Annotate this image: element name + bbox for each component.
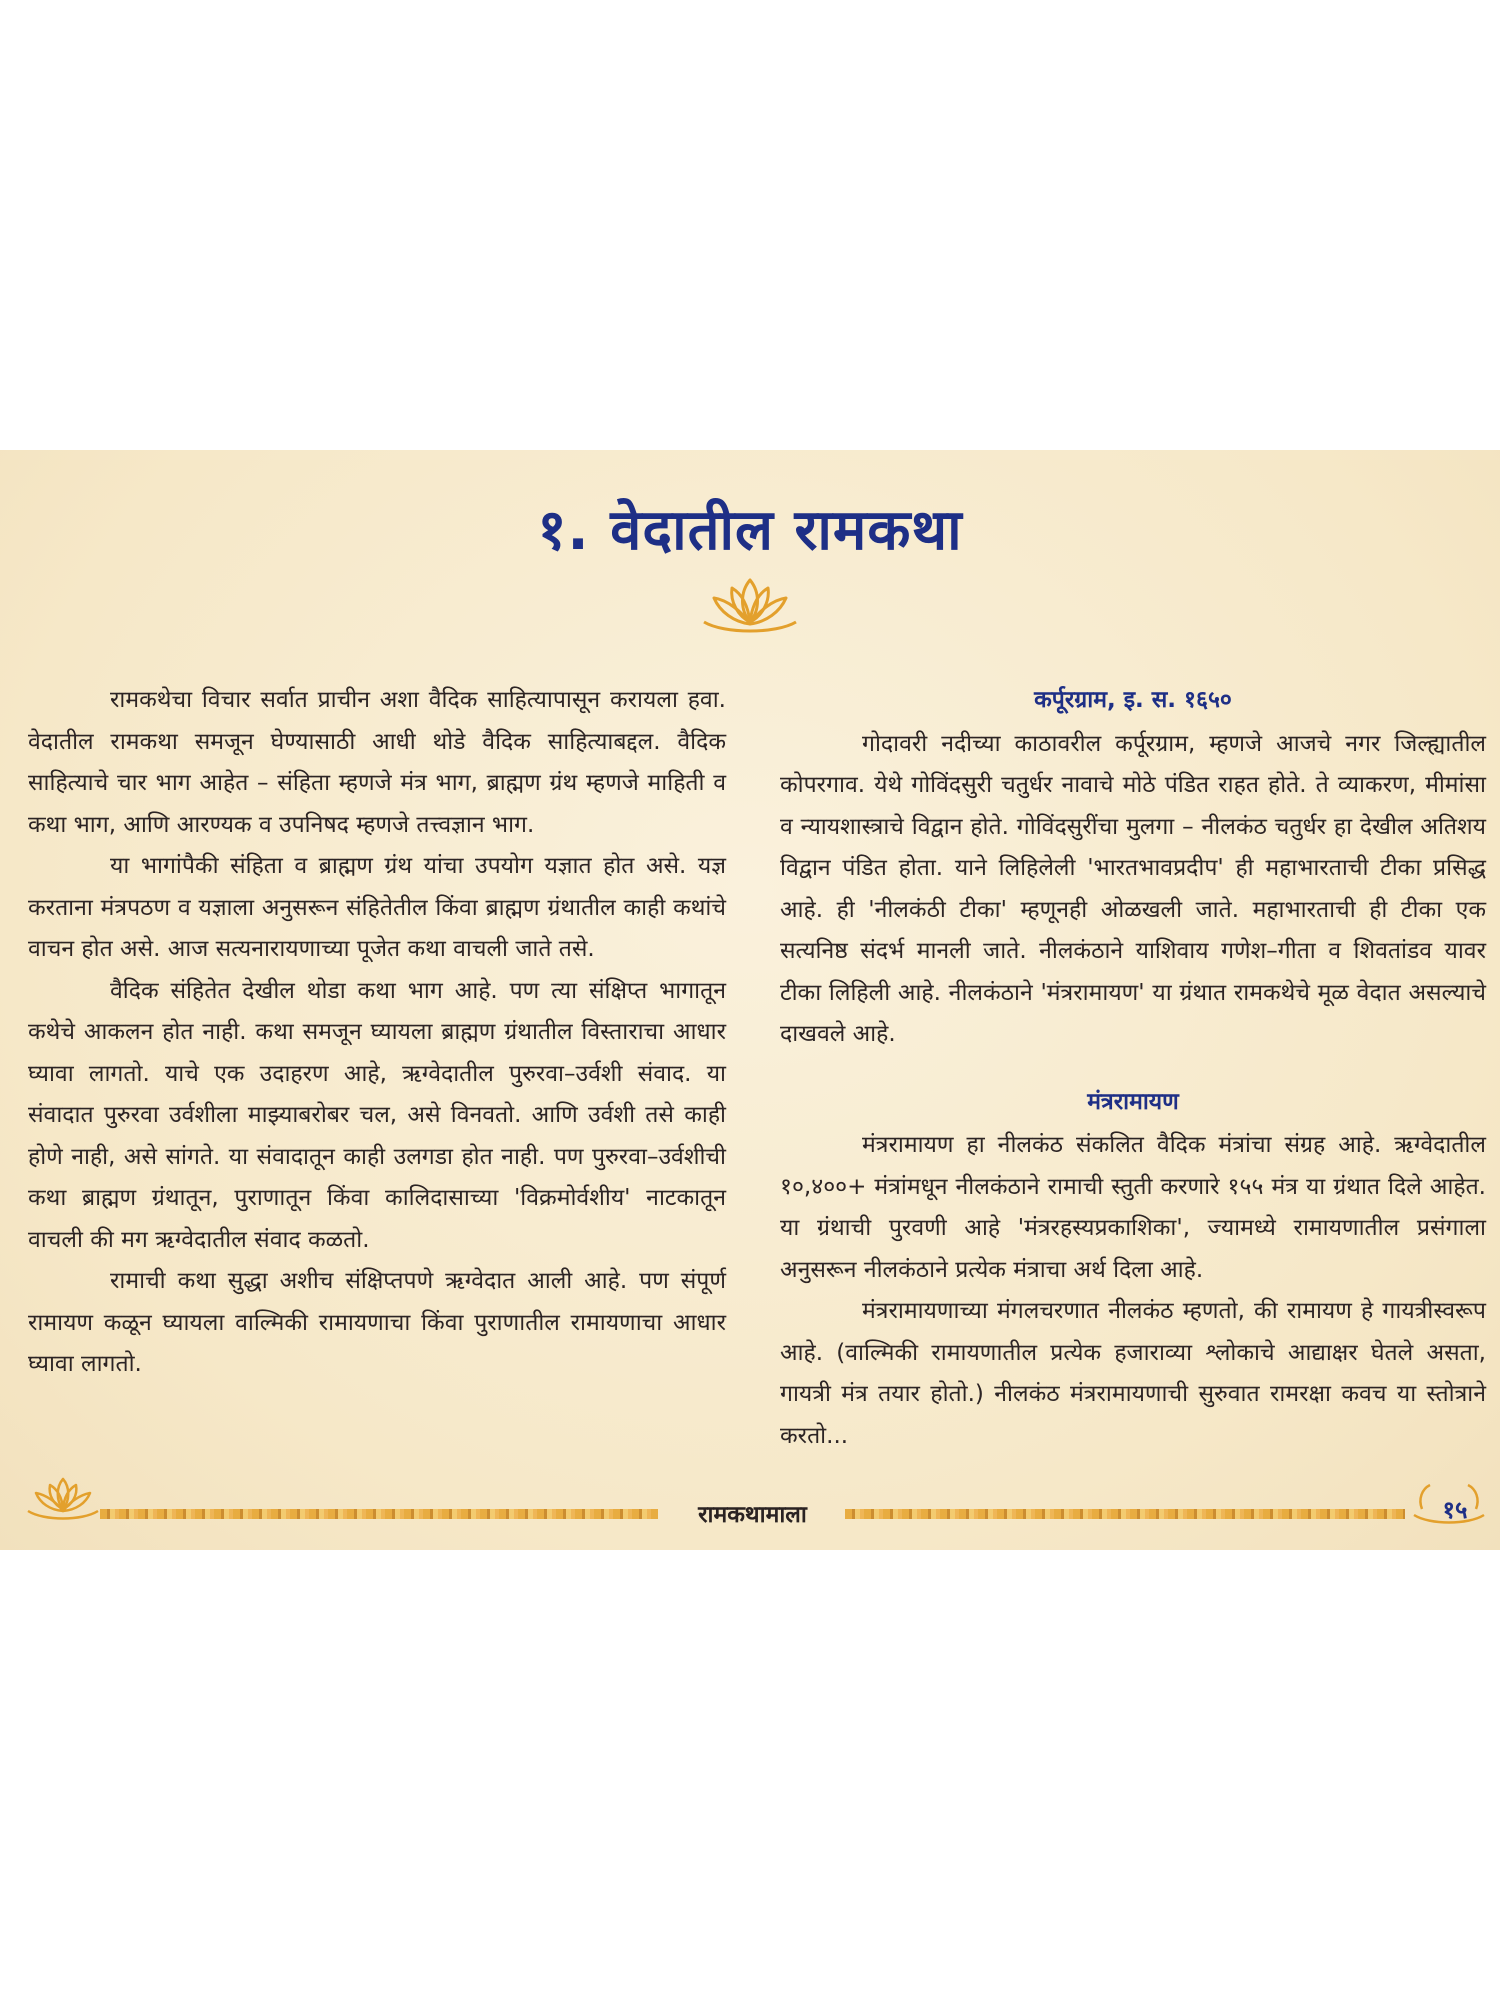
- book-title: रामकथामाला: [698, 1502, 807, 1528]
- paragraph: गोदावरी नदीच्या काठावरील कर्पूरग्राम, म्हणजे आजचे नगर जिल्ह्यातील कोपरगाव. येथे गोविंदसुरी चतुर्धर नावाचे मोठे पंडित राहत होते. ते व्याकरण, मीमांसा व न्यायशास्त्राचे विद्वान होते. गोविंदसुरींचा मुलगा – नीलकंठ चतुर्धर हा देखील अतिशय विद्वान पंडित होता. याने लिहिलेली 'भारतभावप्रदीप' ही महाभारताची टीका प्रसिद्ध आहे. ही 'नीलकंठी टीका' म्हणूनही ओळखली जाते. महाभारताची ही टीका एक सत्यनिष्ठ संदर्भ मानली जाते. नीलकंठाने याशिवाय गणेश–गीता व शिवतांडव यावर टीका लिहिली आहे. नीलकंठाने 'मंत्ररामायण' या ग्रंथात रामकथेचे मूळ वेदात असल्याचे दाखवले आहे.: [780, 730, 1486, 1047]
- left-column: [28, 680, 726, 1386]
- lotus-ornament-icon: [694, 572, 806, 642]
- lotus-footer-icon: [22, 1475, 104, 1525]
- right-column: [780, 680, 1486, 1457]
- page-footer: [0, 1475, 1500, 1535]
- ornamental-border: [100, 1509, 658, 1519]
- section-heading: मंत्ररामायण: [1087, 1088, 1179, 1115]
- paragraph: रामाची कथा सुद्धा अशीच संक्षिप्तपणे ऋग्वेदात आली आहे. पण संपूर्ण रामायण कळून घ्यायला वाल्मिकी रामायणाचा किंवा पुराणातील रामायणाचा आधार घ्यावा लागतो.: [28, 1268, 726, 1377]
- paragraph: मंत्ररामायण हा नीलकंठ संकलित वैदिक मंत्रांचा संग्रह आहे. ऋग्वेदातील १०,४००+ मंत्रांमधून नीलकंठाने रामाची स्तुती करणारे १५५ मंत्र या ग्रंथात दिले आहेत. या ग्रंथाची पुरवणी आहे 'मंत्ररहस्यप्रकाशिका', ज्यामध्ये रामायणातील प्रसंगाला अनुसरून नीलकंठाने प्रत्येक मंत्राचा अर्थ दिला आहे.: [780, 1132, 1486, 1283]
- book-page: [0, 450, 1500, 1550]
- page-number: १५: [1442, 1496, 1468, 1524]
- paragraph: वैदिक संहितेत देखील थोडा कथा भाग आहे. पण त्या संक्षिप्त भागातून कथेचे आकलन होत नाही. कथा समजून घ्यायला ब्राह्मण ग्रंथातील विस्ताराचा आधार घ्यावा लागतो. याचे एक उदाहरण आहे, ऋग्वेदातील पुरुरवा–उर्वशी संवाद. या संवादात पुरुरवा उर्वशीला माझ्याबरोबर चल, असे विनवतो. आणि उर्वशी तसे काही होणे नाही, असे सांगते. या संवादातून काही उलगडा होत नाही. पण पुरुरवा–उर्वशीची कथा ब्राह्मण ग्रंथातून, पुराणातून किंवा कालिदासाच्या 'विक्रमोर्वशीय' नाटकातून वाचली की मग ऋग्वेदातील संवाद कळतो.: [28, 977, 726, 1253]
- paragraph: या भागांपैकी संहिता व ब्राह्मण ग्रंथ यांचा उपयोग यज्ञात होत असे. यज्ञ करताना मंत्रपठण व यज्ञाला अनुसरून संहितेतील किंवा ब्राह्मण ग्रंथातील काही कथांचे वाचन होत असे. आज सत्यनारायणाच्या पूजेत कथा वाचली जाते तसे.: [28, 853, 726, 962]
- paragraph: मंत्ररामायणाच्या मंगलचरणात नीलकंठ म्हणतो, की रामायण हे गायत्रीस्वरूप आहे. (वाल्मिकी रामायणातील प्रत्येक हजाराव्या श्लोकाचे आद्याक्षर घेतले असता, गायत्री मंत्र तयार होतो.) नीलकंठ मंत्ररामायणाची सुरुवात रामरक्षा कवच या स्तोत्राने करतो...: [780, 1298, 1486, 1449]
- chapter-title: १. वेदातील रामकथा: [537, 498, 963, 563]
- paragraph: रामकथेचा विचार सर्वात प्राचीन अशा वैदिक साहित्यापासून करायला हवा. वेदातील रामकथा समजून घेण्यासाठी आधी थोडे वैदिक साहित्याबद्दल. वैदिक साहित्याचे चार भाग आहेत – संहिता म्हणजे मंत्र भाग, ब्राह्मण ग्रंथ म्हणजे माहिती व कथा भाग, आणि आरण्यक व उपनिषद म्हणजे तत्त्वज्ञान भाग.: [28, 687, 726, 838]
- ornamental-border: [845, 1509, 1405, 1519]
- section-heading: कर्पूरग्राम, इ. स. १६५०: [1034, 687, 1232, 713]
